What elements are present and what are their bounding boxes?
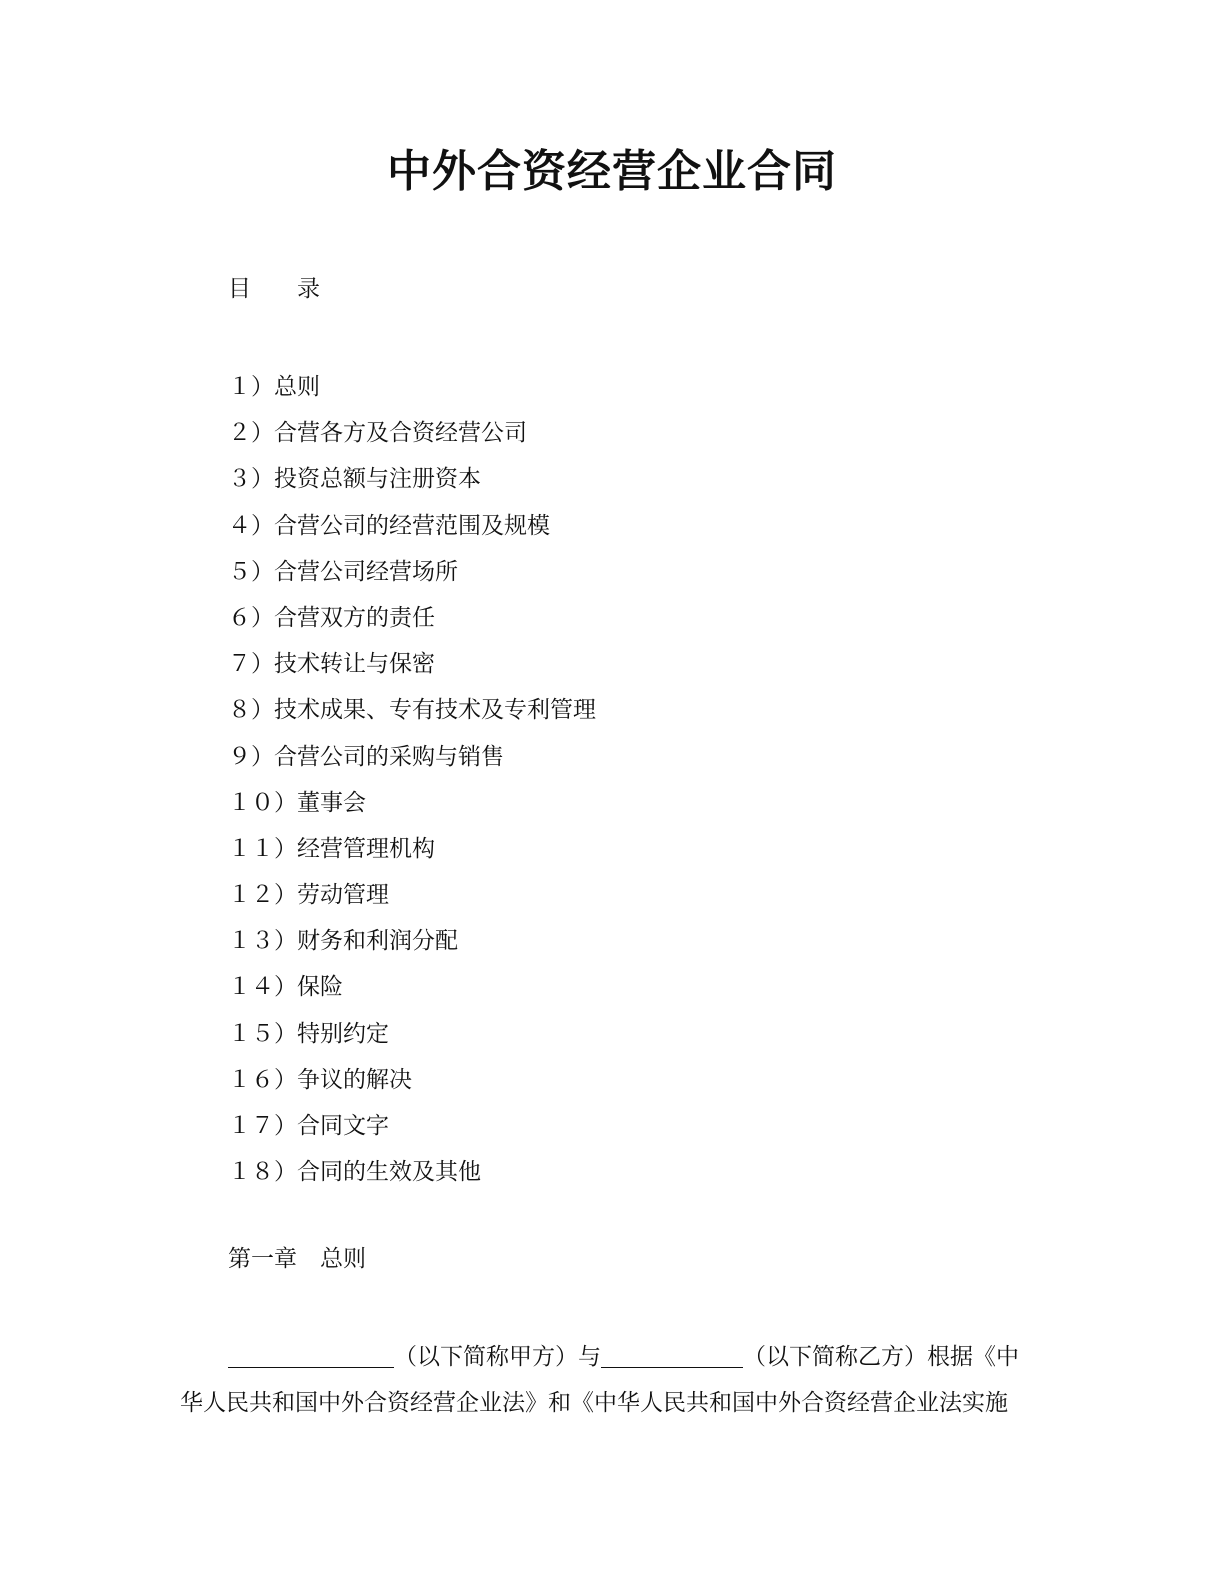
toc-item: ７）技术转让与保密 — [228, 651, 435, 678]
toc-item: １１）经营管理机构 — [228, 835, 435, 862]
paragraph-line-1 — [180, 1334, 1040, 1380]
chapter-paragraph — [180, 1334, 1040, 1426]
toc-item: ６）合营双方的责任 — [228, 604, 435, 631]
toc-item: １８）合同的生效及其他 — [228, 1159, 481, 1186]
toc-item: １４）保险 — [228, 974, 343, 1001]
paragraph-segment-1: （以下简称甲方）与 — [394, 1344, 601, 1370]
party-b-blank — [601, 1337, 743, 1368]
toc-item: １７）合同文字 — [228, 1113, 389, 1139]
paragraph-line-2: 华人民共和国中外合资经营企业法》和《中华人民共和国中外合资经营企业法实施 — [180, 1390, 1008, 1416]
toc-item: １５）特别约定 — [228, 1020, 389, 1047]
document-title: 中外合资经营企业合同 — [387, 146, 837, 197]
toc-item: １）总则 — [228, 374, 320, 400]
party-a-blank — [228, 1337, 394, 1368]
toc-item: １０）董事会 — [228, 789, 366, 816]
toc-item: ５）合营公司经营场所 — [228, 558, 458, 585]
toc-item: １６）争议的解决 — [228, 1066, 412, 1093]
paragraph-segment-2: （以下简称乙方）根据《中 — [743, 1344, 1019, 1370]
toc-item: ３）投资总额与注册资本 — [228, 466, 481, 493]
toc-item: ８）技术成果、专有技术及专利管理 — [228, 697, 596, 724]
toc-item: ２）合营各方及合资经营公司 — [228, 420, 527, 447]
toc-item: ９）合营公司的采购与销售 — [228, 743, 504, 770]
toc-item: １２）劳动管理 — [228, 882, 389, 909]
toc-heading: 目 录 — [228, 276, 320, 302]
chapter-heading: 第一章 总则 — [228, 1246, 366, 1272]
table-of-contents — [228, 364, 596, 1195]
toc-item: １３）财务和利润分配 — [228, 928, 458, 955]
toc-item: ４）合营公司的经营范围及规模 — [228, 512, 550, 539]
